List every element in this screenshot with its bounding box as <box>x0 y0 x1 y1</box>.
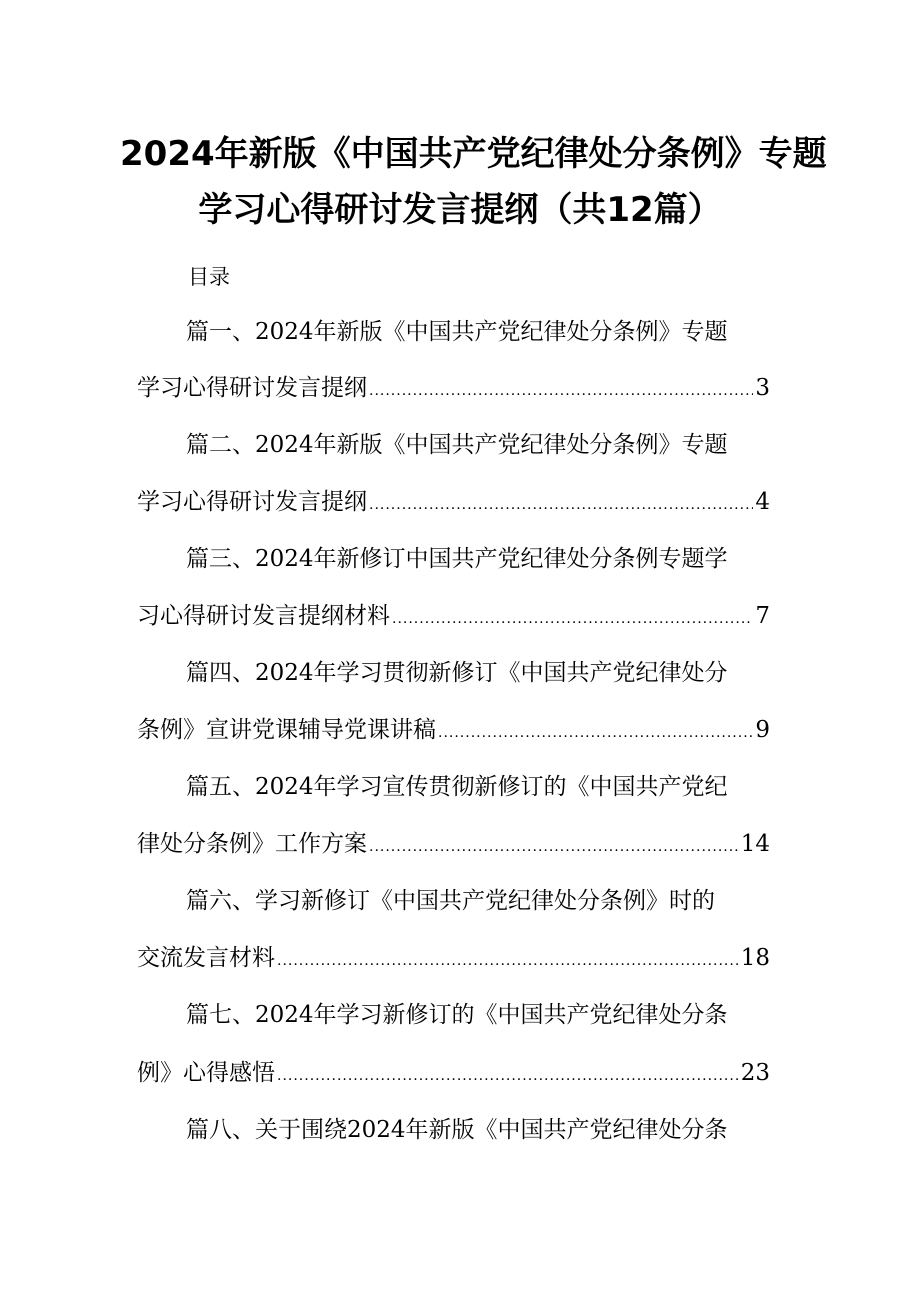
document-title-line-1: 2024年新版《中国共产党纪律处分条例》专题 <box>120 134 827 174</box>
toc-entry-7-title-line-2[interactable] <box>137 1057 770 1092</box>
toc-entry-2-title-line-2[interactable] <box>137 486 770 521</box>
toc-entry-text: 律处分条例》工作方案 <box>137 831 367 857</box>
toc-heading: 目录 <box>188 265 230 289</box>
toc-entry-page-number: 9 <box>755 717 770 743</box>
toc-entry-text: 学习心得研讨发言提纲 <box>137 375 367 401</box>
toc-entry-6-title-line-1[interactable]: 篇六、学习新修订《中国共产党纪律处分条例》时的 <box>186 888 715 914</box>
toc-entry-3-title-line-1[interactable]: 篇三、2024年新修订中国共产党纪律处分条例专题学 <box>186 546 728 572</box>
toc-entry-page-number: 23 <box>740 1060 770 1086</box>
toc-entry-page-number: 7 <box>755 603 770 629</box>
toc-entry-page-number: 3 <box>755 375 770 401</box>
toc-entry-4-title-line-1[interactable]: 篇四、2024年学习贯彻新修订《中国共产党纪律处分 <box>186 660 728 686</box>
document-title-line-2: 学习心得研讨发言提纲（共12篇） <box>198 190 722 230</box>
dot-leader <box>369 831 739 863</box>
toc-entry-text: 交流发言材料 <box>137 945 275 971</box>
toc-entry-3-title-line-2[interactable] <box>137 600 770 635</box>
toc-entry-text: 习心得研讨发言提纲材料 <box>137 603 390 629</box>
toc-entry-8-title-line-1[interactable]: 篇八、关于围绕2024年新版《中国共产党纪律处分条 <box>186 1117 728 1143</box>
toc-entry-text: 条例》宣讲党课辅导党课讲稿 <box>137 717 436 743</box>
document-title <box>120 126 827 238</box>
toc-entry-4-title-line-2[interactable] <box>137 714 770 749</box>
toc-entry-text: 例》心得感悟 <box>137 1060 275 1086</box>
dot-leader <box>369 489 753 521</box>
toc-entry-7-title-line-1[interactable]: 篇七、2024年学习新修订的《中国共产党纪律处分条 <box>186 1002 728 1028</box>
dot-leader <box>392 603 753 635</box>
toc-entry-page-number: 18 <box>740 945 770 971</box>
toc-entry-page-number: 4 <box>755 489 770 515</box>
dot-leader <box>277 1060 739 1092</box>
toc-entry-page-number: 14 <box>740 831 770 857</box>
toc-entry-5-title-line-1[interactable]: 篇五、2024年学习宣传贯彻新修订的《中国共产党纪 <box>186 774 728 800</box>
dot-leader <box>277 945 739 977</box>
toc-entry-6-title-line-2[interactable] <box>137 942 770 977</box>
toc-entry-text: 学习心得研讨发言提纲 <box>137 489 367 515</box>
dot-leader <box>369 375 753 407</box>
toc-entry-1-title-line-1[interactable]: 篇一、2024年新版《中国共产党纪律处分条例》专题 <box>186 319 728 345</box>
dot-leader <box>438 717 753 749</box>
toc-entry-1-title-line-2[interactable] <box>137 372 770 407</box>
toc-entry-2-title-line-1[interactable]: 篇二、2024年新版《中国共产党纪律处分条例》专题 <box>186 432 728 458</box>
toc-entry-5-title-line-2[interactable] <box>137 828 770 863</box>
